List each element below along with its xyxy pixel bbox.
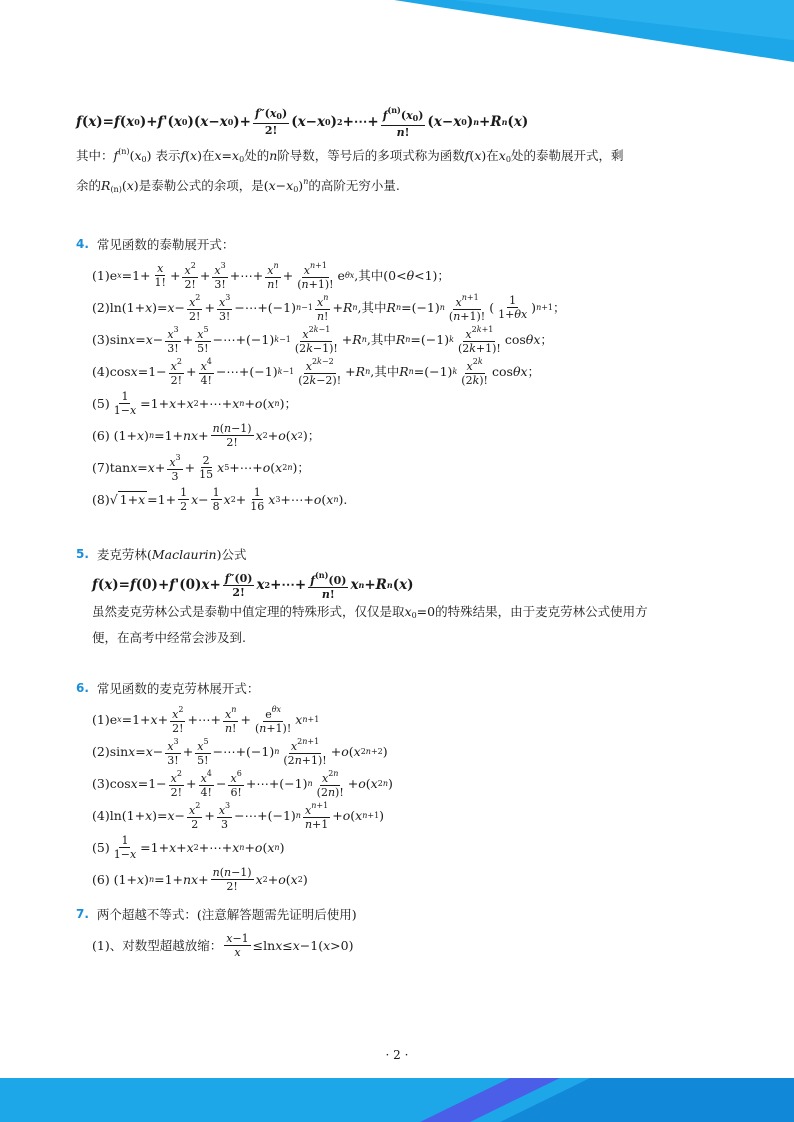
section-6-heading: 6. 常见函数的麦克劳林展开式： [76,681,260,696]
expansion-6-5: (5) $\frac{1}{1-x}$ =1+ x + x 2 +⋯+ x n + o ( x n ) [92,833,285,861]
expansion-6-1: (1)e x =1+ x + $\frac{x^2}{2!}$ +⋯+ $\frac{x^n}{n!}$ + $\frac{e^{\theta x}}{(n+1)!}$ x n+1 [92,705,320,735]
maclaurin-expansions-list [76,703,736,895]
expansion-4-2: (2)ln(1+ x )= x − $\frac{x^2}{2!}$ + $\frac{x^3}{3!}$ −⋯+(−1) n−1 $\frac{x^n}{n!}$ + R n ,其中 R n =(−1) n $\frac{x^{n+1}}{(n+1)!}$ ( $\frac{1}{1+\theta x}$ ) n+1 ； [92,293,566,323]
maclaurin-formula: f ( x )= f (0)+ f '(0) x + $\frac{f''(0)}{2!}$ x 2 +⋯+ $\frac{f^{(n)}(0)}{n!}$ x n + R n ( x ) [92,570,414,601]
taylor-formula: f ( x )= f ( x 0 )+ f '( x 0 )( x − x 0 )+ $\frac{f''(x_0)}{2!}$ ( x − x 0 ) 2 +⋯+ $\frac{f^{(n)}(x_0)}{n!}$ ( x − x 0 ) n + R n ( x ) [76,105,529,139]
expansion-4-6: (6) (1+ x ) n =1+ nx + $\frac{n(n-1)}{2!}$ x 2 + o ( x 2 )； [92,421,321,449]
expansion-6-2: (2)sin x = x − $\frac{x^3}{3!}$ + $\frac{x^5}{5!}$ −⋯+(−1) n $\frac{x^{2n+1}}{(2n+1)!}$ + o ( x 2n+2 ) [92,737,388,767]
header-decoration [394,0,794,62]
expansion-4-4: (4)cos x =1− $\frac{x^2}{2!}$ + $\frac{x^4}{4!}$ −⋯+(−1) k−1 $\frac{x^{2k-2}}{(2k-2)!}$ + R n ,其中 R n =(−1) k $\frac{x^{2k}}{(2k)!}$ cos θx ； [92,357,541,387]
taylor-explanation: 其中：$f^{(n)}(x_0)$ 表示f(x)在$x=x_0$处的n阶导数，等号后的多项式称为函数f(x)在$x_0$处的泰勒展开式，剩 余的$R_{(n)}(x)$是泰勒公式的余项，是$(x-x_0)^n$的高阶无穷小量. [76,147,624,194]
maclaurin-explanation: 虽然麦克劳林公式是泰勒中值定理的特殊形式，仅仅是取$x_0=0$的特殊结果，由于麦克劳林公式使用方 便，在高考中经常会涉及到. [92,604,648,645]
expansion-4-1: (1)e x =1+ $\frac{x}{1!}$ + $\frac{x^2}{2!}$ + $\frac{x^3}{3!}$ +⋯+ $\frac{x^n}{n!}$ + $\frac{x^{n+1}}{(n+1)!}$ e θx ,其中 (0< θ <1)； [92,261,450,291]
expansion-4-3: (3)sin x = x − $\frac{x^3}{3!}$ + $\frac{x^5}{5!}$ −⋯+(−1) k−1 $\frac{x^{2k-1}}{(2k-1)!}$ + R n ,其中 R n =(−1) k $\frac{x^{2k+1}}{(2k+1)!}$ cos θx ； [92,325,553,355]
section-4-heading: 4. 常见函数的泰勒展开式： [76,237,235,252]
footer-decoration [0,1078,794,1122]
expansion-4-8: (8)√ 1+x =1+ $\frac{1}{2}$ x − $\frac{1}{8}$ x 2 + $\frac{1}{16}$ x 3 +⋯+ o ( x n ). [92,485,348,513]
page-content [76,96,736,961]
section-7-heading: 7. 两个超越不等式：(注意解答题需先证明后使用) [76,907,357,922]
inequality-7-1: (1)、对数型超越放缩： $\frac{x-1}{x}$ ≤ln x ≤ x −1( x >0) [92,931,354,959]
expansion-4-7: (7)tan x = x + $\frac{x^3}{3}$ + $\frac{2}{15}$ x 5 +⋯+ o ( x 2n )； [92,453,310,483]
expansion-6-3: (3)cos x =1− $\frac{x^2}{2!}$ + $\frac{x^4}{4!}$ − $\frac{x^6}{6!}$ +⋯+(−1) n $\frac{x^{2n}}{(2n)!}$ + o ( x 2n ) [92,769,393,799]
taylor-expansions-list [76,259,736,515]
page-number: · 2 · [385,1048,409,1062]
expansion-6-6: (6) (1+ x ) n =1+ nx + $\frac{n(n-1)}{2!}$ x 2 + o ( x 2 ) [92,865,308,893]
expansion-4-5: (5) $\frac{1}{1-x}$ =1+ x + x 2 +⋯+ x n + o ( x n )； [92,389,297,417]
expansion-6-4: (4)ln(1+ x )= x − $\frac{x^2}{2}$ + $\frac{x^3}{3}$ −⋯+(−1) n $\frac{x^{n+1}}{n+1}$ + o ( x n+1 ) [92,801,385,831]
section-5-heading: 5. 麦克劳林(Maclaurin)公式 [76,547,247,562]
